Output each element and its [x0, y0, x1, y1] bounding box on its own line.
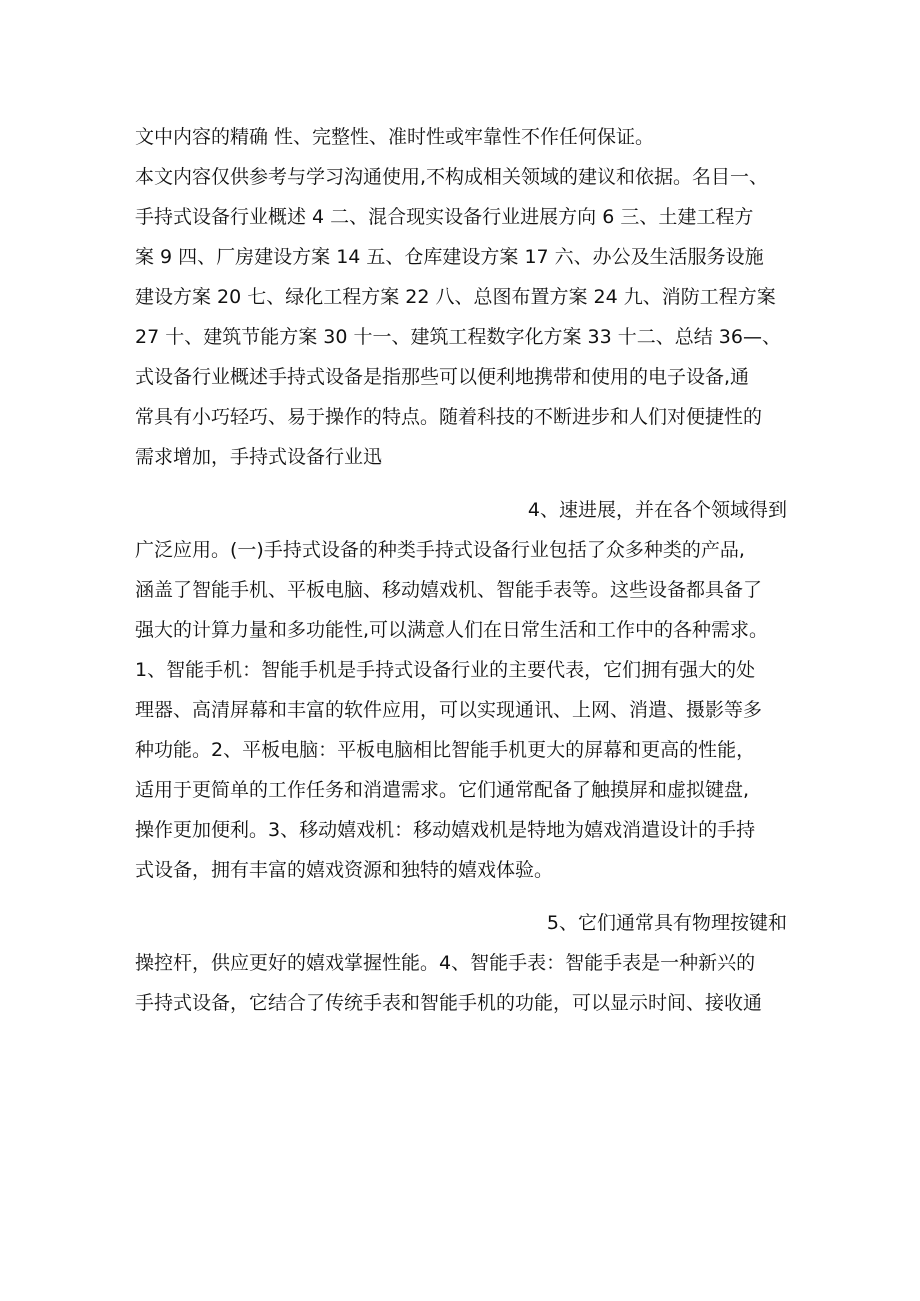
text-line: 5、它们通常具有物理按键和: [546, 912, 787, 934]
text-line: 文中内容的精确 性、完整性、准时性或牢靠性不作任何保证。: [135, 126, 655, 148]
text-line: 式设备，拥有丰富的嬉戏资源和独特的嬉戏体验。: [135, 859, 554, 881]
document-body: [135, 117, 795, 1023]
text-line: 适用于更简单的工作任务和消遣需求。它们通常配备了触摸屏和虚拟键盘,: [135, 779, 750, 801]
text-line: 操作更加便利。3、移动嬉戏机：移动嬉戏机是特地为嬉戏消遣设计的手持: [135, 819, 756, 841]
paragraph-gap: [135, 477, 795, 490]
text-line: 广泛应用。(一)手持式设备的种类手持式设备行业包括了众多种类的产品,: [135, 539, 745, 561]
text-line: 式设备行业概述手持式设备是指那些可以便利地携带和使用的电子设备,通: [135, 366, 750, 388]
text-line: 27 十、建筑节能方案 30 十一、建筑工程数字化方案 33 十二、总结 36—、: [135, 326, 781, 348]
text-line: 4、速进展，并在各个领域得到: [527, 499, 787, 521]
text-line: 本文内容仅供参考与学习沟通使用,不构成相关领域的建议和依据。名目一、: [135, 166, 769, 188]
text-line: 理器、高清屏幕和丰富的软件应用，可以实现通讯、上网、消遣、摄影等多: [135, 699, 763, 721]
text-line: 需求增加，手持式设备行业迅: [135, 446, 383, 468]
text-line: 强大的计算力量和多功能性,可以满意人们在日常生活和工作中的各种需求。: [135, 619, 769, 641]
text-line: 手持式设备行业概述 4 二、混合现实设备行业进展方向 6 三、土建工程方: [135, 206, 754, 228]
text-line: 1、智能手机：智能手机是手持式设备行业的主要代表，它们拥有强大的处: [135, 659, 756, 681]
text-line: 建设方案 20 七、绿化工程方案 22 八、总图布置方案 24 九、消防工程方案: [135, 286, 776, 308]
text-line: 案 9 四、厂房建设方案 14 五、仓库建设方案 17 六、办公及生活服务设施: [135, 246, 764, 268]
paragraph-gap: [135, 890, 795, 903]
text-line: 手持式设备，它结合了传统手表和智能手机的功能，可以显示时间、接收通: [135, 992, 763, 1014]
text-line: 涵盖了智能手机、平板电脑、移动嬉戏机、智能手表等。这些设备都具备了: [135, 579, 763, 601]
text-line: 常具有小巧轻巧、易于操作的特点。随着科技的不断进步和人们对便捷性的: [135, 406, 763, 428]
text-line: 种功能。2、平板电脑：平板电脑相比智能手机更大的屏幕和更高的性能，: [135, 739, 756, 761]
text-line: 操控杆，供应更好的嬉戏掌握性能。4、智能手表：智能手表是一种新兴的: [135, 952, 756, 974]
